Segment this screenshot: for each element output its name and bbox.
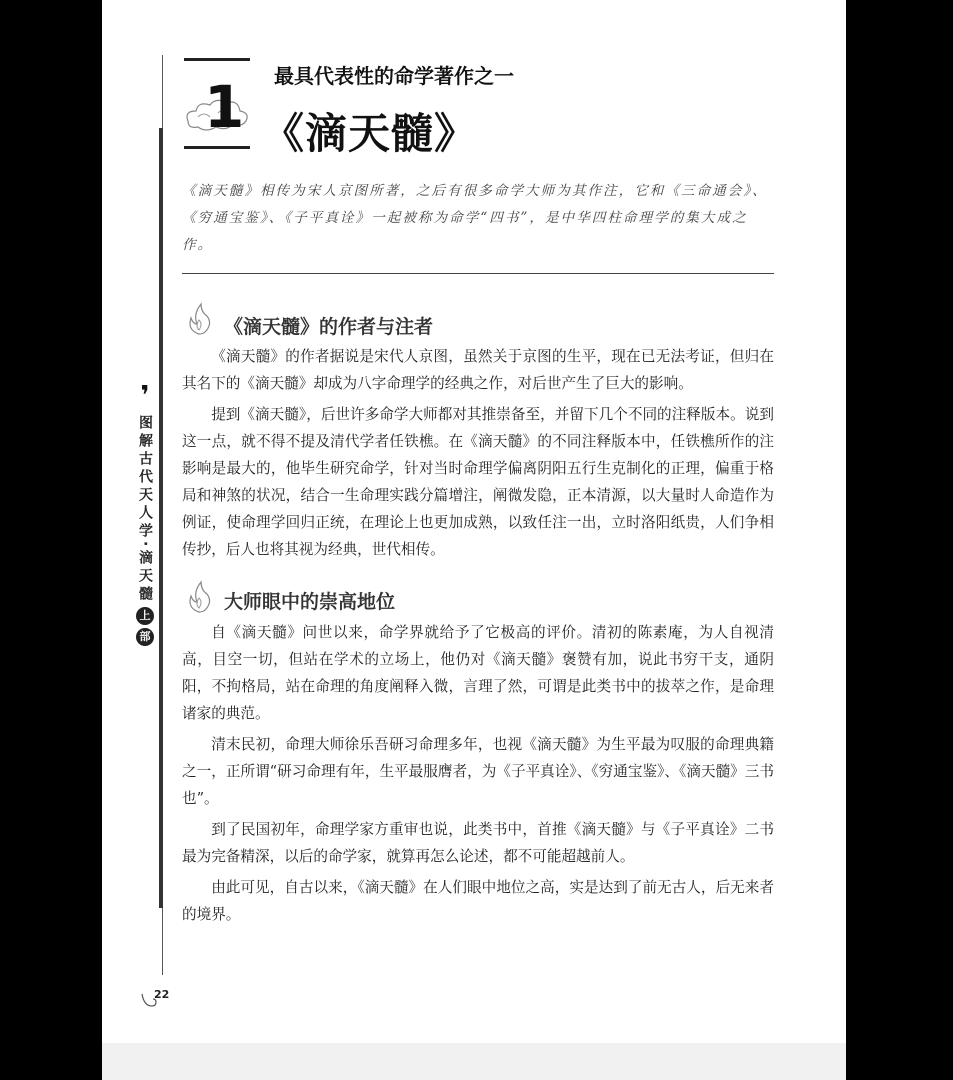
- flame-ornament-icon: [184, 302, 214, 336]
- paragraph: 自《滴天髓》问世以来，命学界就给予了它极高的评价。清初的陈素庵，为人自视清高，目空一切，但站在学术的立场上，他仍对《滴天髓》褒赞有加，说此书穷干支，通阴阳，不拘格局，站在命理的角度阐释入微，言理了然，可谓是此类书中的拔萃之作，是命理诸家的典范。: [182, 624, 774, 722]
- paragraph: 到了民国初年，命理学家方重审也说，此类书中，首推《滴天髓》与《子平真诠》二书最为完备精深，以后的命学家，就算再怎么论述，都不可能超越前人。: [182, 821, 774, 865]
- paragraph: 由此可见，自古以来，《滴天髓》在人们眼中地位之高，实是达到了前无古人，后无来者的境界。: [182, 879, 774, 923]
- spine-bar: [159, 128, 163, 908]
- section-body: [182, 619, 774, 928]
- section-body: [182, 343, 774, 563]
- running-title: [132, 383, 158, 646]
- book-page: [102, 0, 846, 1080]
- flame-ornament-icon: [184, 580, 214, 614]
- chapter-kicker: 最具代表性的命学著作之一: [274, 64, 514, 88]
- chapter-title: 《滴天髓》: [262, 109, 478, 158]
- chapter-number-block: [184, 70, 250, 142]
- volume-badge: 部: [136, 628, 154, 646]
- section-heading: 大师眼中的崇高地位: [224, 591, 396, 613]
- chapter-rule-top: [184, 58, 250, 61]
- intro-divider: [182, 273, 774, 274]
- running-title-text: 图解古代天人学·滴天髓: [137, 415, 153, 605]
- sidebar-mark: ❜: [140, 381, 150, 411]
- chapter-number: 1: [204, 73, 245, 141]
- chapter-intro: 《滴天髓》相传为宋人京图所著，之后有很多命学大师为其作注，它和《三命通会》、《穷通宝鉴》、《子平真诠》一起被称为命学“四书”，是中华四柱命理学的集大成之作。: [182, 183, 768, 253]
- scan-margin: [102, 1043, 846, 1080]
- page-number: 22: [154, 988, 170, 1001]
- volume-badge: 上: [136, 607, 154, 625]
- paragraph: 提到《滴天髓》，后世许多命学大师都对其推崇备至，并留下几个不同的注释版本。说到这一点，就不得不提及清代学者任铁樵。在《滴天髓》的不同注释版本中，任铁樵所作的注影响是最大的，他毕生研究命学，针对当时命理学偏离阴阳五行生克制化的正理，偏重于格局和神煞的状况，结合一生命理实践分篇增注，阐微发隐，正本清源，以大量时人命造作为例证，使命理学回归正统，在理论上也更加成熟，以致任注一出，立时洛阳纸贵，人们争相传抄，后人也将其视为经典，世代相传。: [182, 406, 774, 558]
- section-heading: 《滴天髓》的作者与注者: [224, 316, 434, 338]
- paragraph: 清末民初，命理大师徐乐吾研习命理多年，也视《滴天髓》为生平最为叹服的命理典籍之一，正所谓“研习命理有年，生平最服膺者，为《子平真诠》、《穷通宝鉴》、《滴天髓》三书也”。: [182, 736, 774, 807]
- chapter-rule-bottom: [184, 146, 250, 149]
- paragraph: 《滴天髓》的作者据说是宋代人京图，虽然关于京图的生平，现在已无法考证，但归在其名下的《滴天髓》却成为八字命理学的经典之作，对后世产生了巨大的影响。: [182, 348, 774, 392]
